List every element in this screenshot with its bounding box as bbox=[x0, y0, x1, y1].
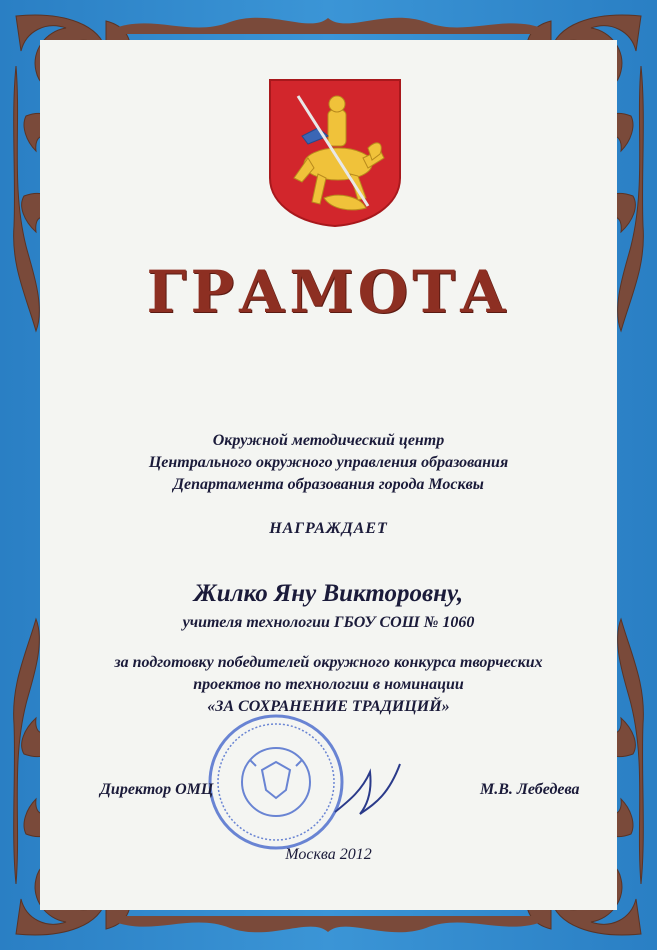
certificate-title: ГРАМОТА bbox=[146, 258, 511, 326]
signer-role: Директор ОМЦ bbox=[100, 781, 214, 798]
award-word: НАГРАЖДАЕТ bbox=[269, 520, 388, 537]
org-line: Центрального окружного управления образования bbox=[148, 454, 509, 471]
reason-line: «ЗА СОХРАНЕНИЕ ТРАДИЦИЙ» bbox=[207, 698, 450, 715]
reason-line: проектов по технологии в номинации bbox=[193, 676, 464, 693]
issuing-organization bbox=[0, 430, 657, 496]
org-line: Департамента образования города Москвы bbox=[173, 476, 484, 493]
signer-name: М.В. Лебедева bbox=[480, 781, 580, 798]
reason-line: за подготовку победителей окружного конкурса творческих bbox=[114, 654, 543, 671]
recipient-name: Жилко Яну Викторовну, bbox=[193, 580, 464, 607]
signature-icon bbox=[330, 760, 410, 820]
moscow-coat-of-arms-icon bbox=[268, 78, 402, 228]
bottom-ornament-band bbox=[110, 912, 547, 942]
place-and-year: Москва 2012 bbox=[285, 846, 372, 863]
official-stamp-icon bbox=[206, 712, 346, 852]
recipient-position: учителя технологии ГБОУ СОШ № 1060 bbox=[182, 614, 475, 631]
org-line: Окружной методический центр bbox=[212, 432, 445, 449]
award-reason bbox=[0, 652, 657, 718]
top-ornament-band bbox=[110, 8, 547, 38]
